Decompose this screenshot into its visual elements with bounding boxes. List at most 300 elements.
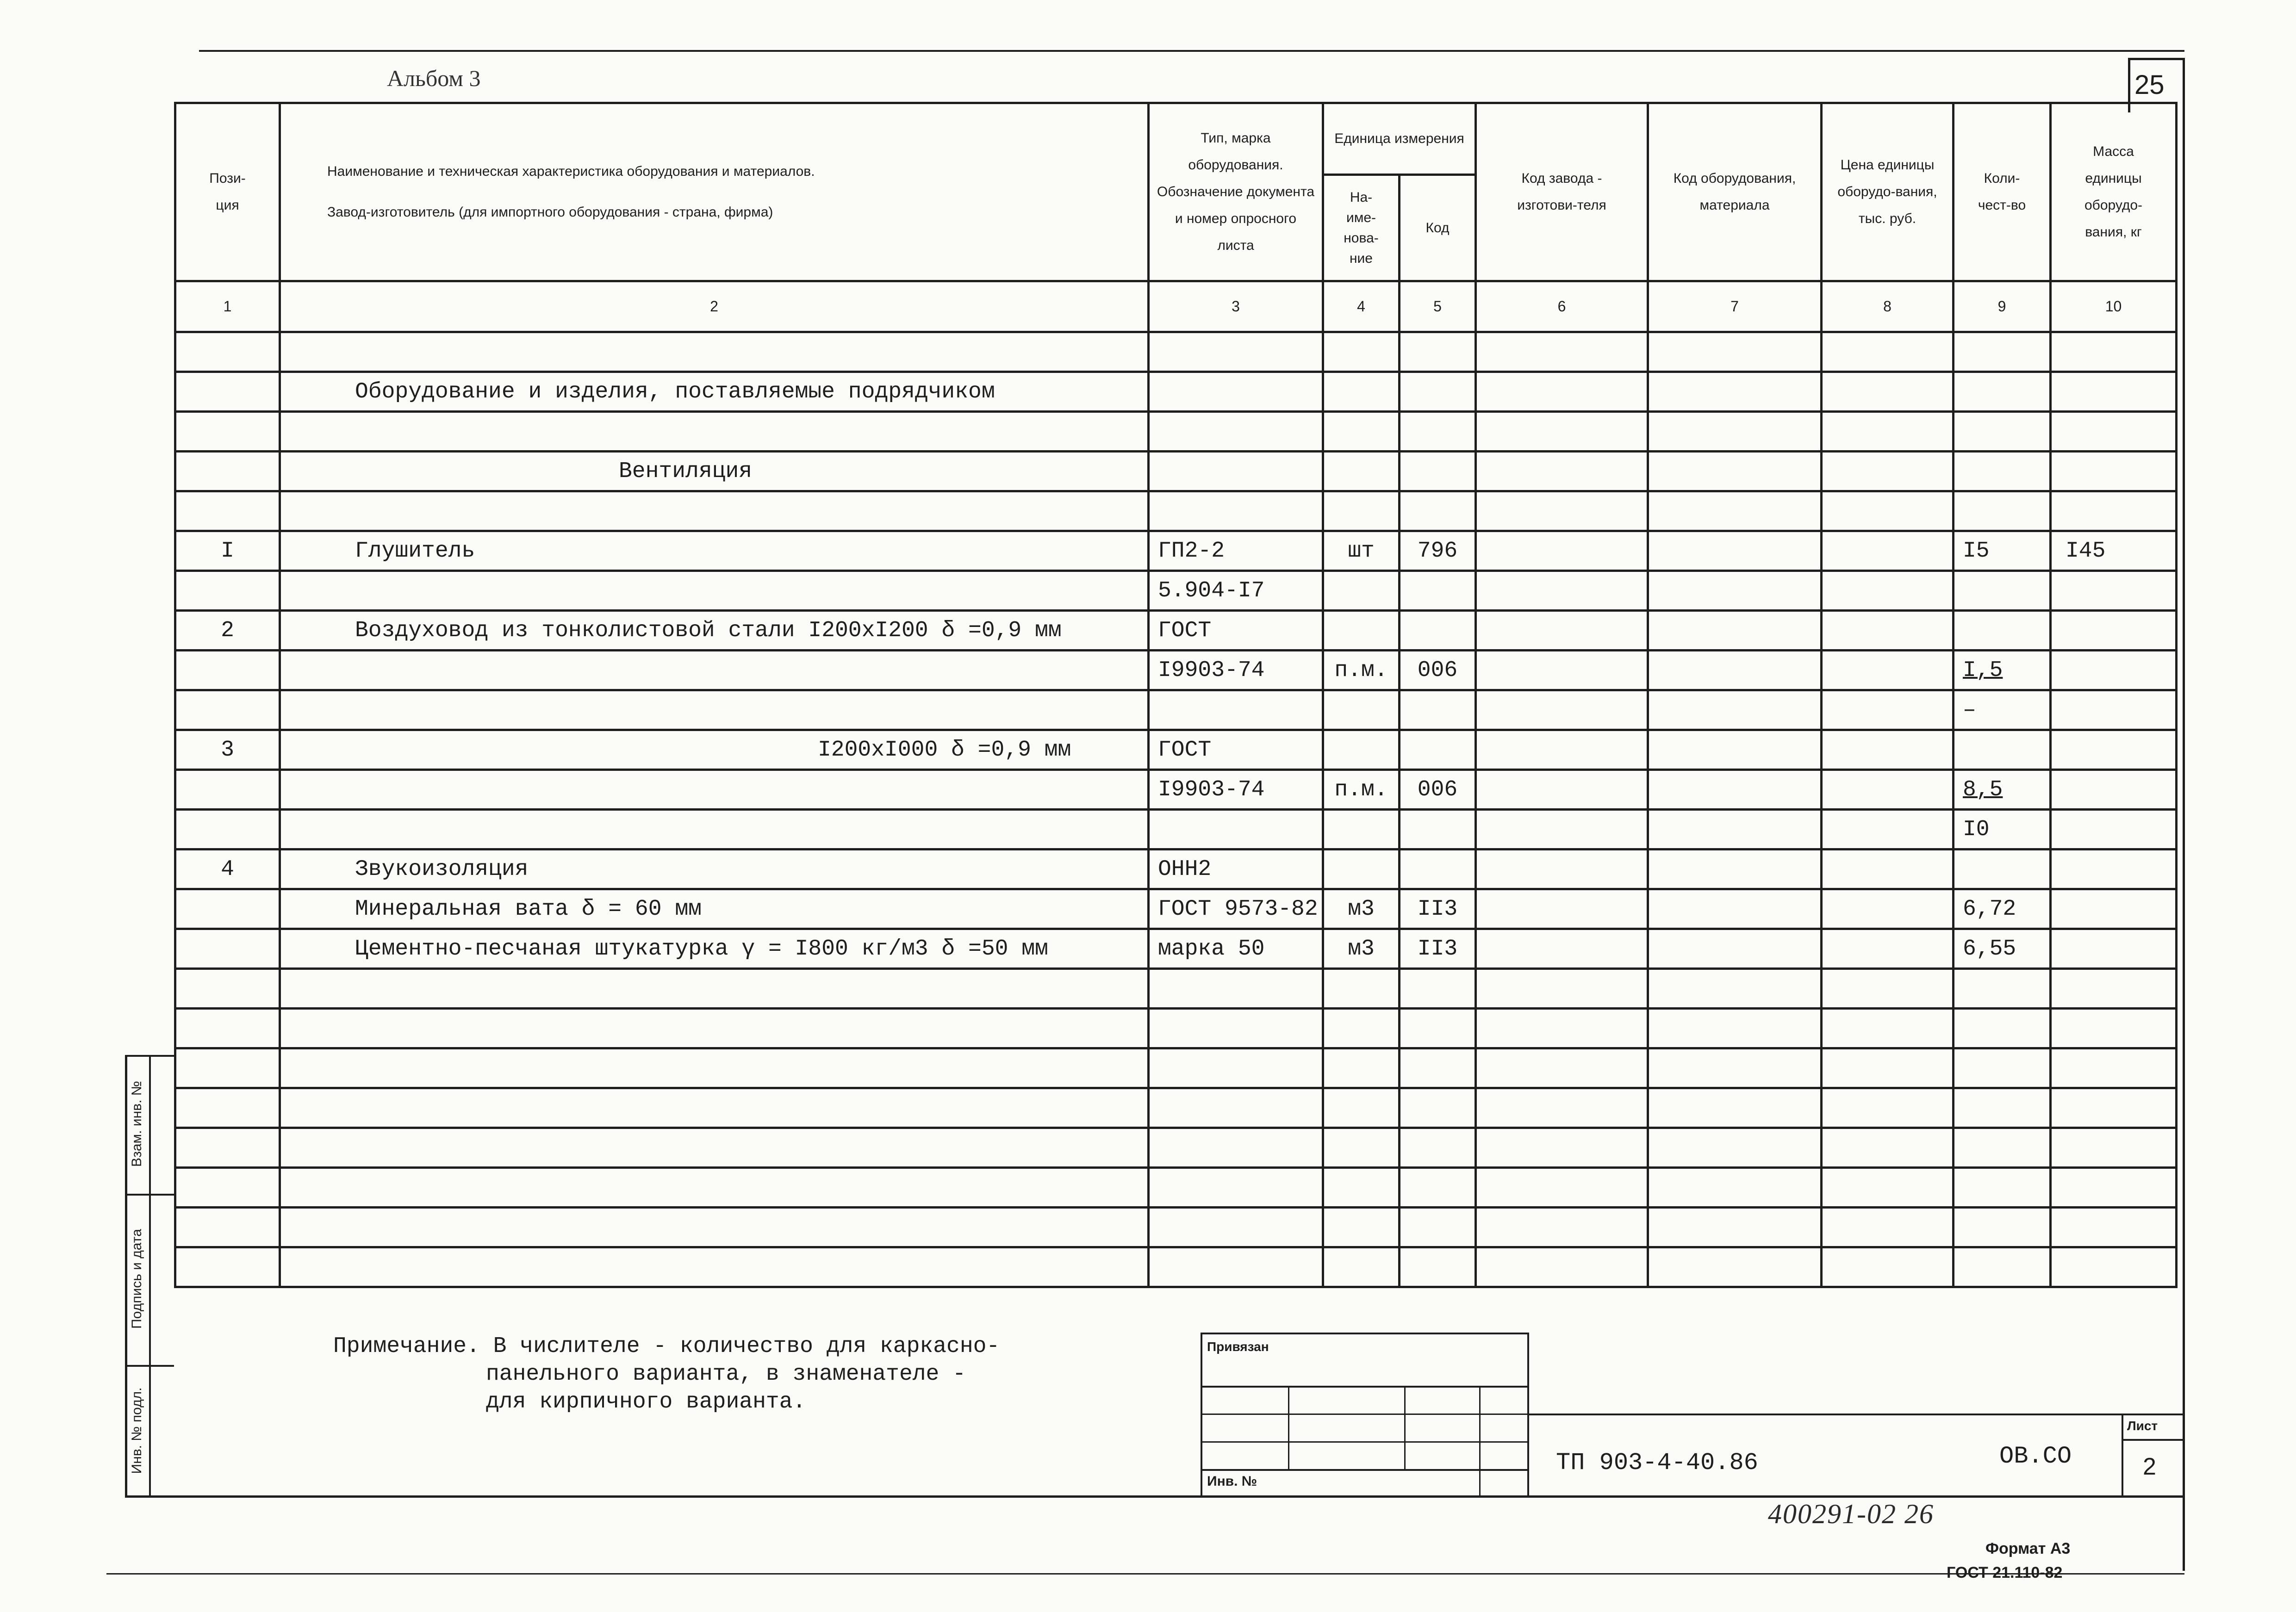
cell-quantity <box>1954 491 2051 531</box>
header-unit-group <box>1323 103 1476 281</box>
cell-position <box>175 969 280 1009</box>
cell-quantity: 6,55 <box>1954 929 2051 969</box>
cell-position <box>175 452 280 491</box>
cell-plant-code <box>1476 372 1648 412</box>
cell-type: ГП2-2 <box>1149 531 1323 571</box>
header-equipment-code: Код оборудования, материала <box>1648 103 1822 281</box>
table-row <box>175 1168 2177 1208</box>
colnum-9: 9 <box>1954 281 2051 332</box>
cell-unit-code <box>1400 611 1476 651</box>
cell-mass <box>2051 969 2177 1009</box>
cell-mass <box>2051 332 2177 372</box>
colnum-4: 4 <box>1323 281 1400 332</box>
table-row <box>175 1208 2177 1247</box>
cell-price <box>1822 810 1954 849</box>
header-name-line2: Завод-изготовитель (для импортного оборудования - страна, фирма) <box>327 205 773 220</box>
cell-unit-code: 796 <box>1400 531 1476 571</box>
cell-position: 3 <box>175 730 280 770</box>
cell-name <box>280 491 1149 531</box>
cell-mass <box>2051 611 2177 651</box>
cell-type <box>1149 412 1323 452</box>
cell-plant-code <box>1476 332 1648 372</box>
cell-plant-code <box>1476 531 1648 571</box>
cell-equipment-code <box>1648 1247 1822 1287</box>
cell-price <box>1822 1247 1954 1287</box>
tb-col2 <box>1404 1386 1406 1469</box>
cell-position <box>175 1128 280 1168</box>
cell-quantity: I5 <box>1954 531 2051 571</box>
cell-position <box>175 810 280 849</box>
note-line1: Примечание. В числителе - количество для каркасно- <box>333 1334 1000 1359</box>
cell-mass <box>2051 1128 2177 1168</box>
table-row <box>175 1048 2177 1088</box>
cell-price <box>1822 452 1954 491</box>
cell-price <box>1822 571 1954 611</box>
cell-mass: I45 <box>2051 531 2177 571</box>
header-unit-name: На-име-нова-ние <box>1324 176 1400 280</box>
table-row <box>175 770 2177 810</box>
cell-mass <box>2051 929 2177 969</box>
cell-name <box>280 651 1149 690</box>
header-name-line1: Наименование и техническая характеристика оборудования и материалов. <box>327 164 815 179</box>
cell-unit-code <box>1400 730 1476 770</box>
cell-plant-code <box>1476 690 1648 730</box>
cell-plant-code <box>1476 611 1648 651</box>
cell-type <box>1149 1009 1323 1048</box>
cell-quantity: – <box>1954 690 2051 730</box>
table-row <box>175 611 2177 651</box>
cell-unit-code: 006 <box>1400 770 1476 810</box>
table-row <box>175 1247 2177 1287</box>
cell-mass <box>2051 372 2177 412</box>
cell-unit-code <box>1400 452 1476 491</box>
cell-equipment-code <box>1648 531 1822 571</box>
cell-mass <box>2051 889 2177 929</box>
cell-equipment-code <box>1648 332 1822 372</box>
tb-sheet-left <box>2122 1414 2123 1497</box>
cell-position <box>175 491 280 531</box>
cell-type <box>1149 491 1323 531</box>
cell-name <box>280 690 1149 730</box>
cell-type <box>1149 372 1323 412</box>
cell-unit-name <box>1323 1128 1400 1168</box>
cell-price <box>1822 1088 1954 1128</box>
cell-name: I200xI000 δ =0,9 мм <box>280 730 1149 770</box>
cell-name: Вентиляция <box>280 452 1149 491</box>
cell-position <box>175 929 280 969</box>
cell-unit-name <box>1323 969 1400 1009</box>
cell-plant-code <box>1476 1048 1648 1088</box>
cell-price <box>1822 1009 1954 1048</box>
cell-mass <box>2051 1009 2177 1048</box>
cell-mass <box>2051 810 2177 849</box>
cell-type: ОНН2 <box>1149 849 1323 889</box>
cell-type <box>1149 1208 1323 1247</box>
cell-unit-code <box>1400 571 1476 611</box>
note-line2: панельного варианта, в знаменателе - <box>486 1362 966 1387</box>
cell-mass <box>2051 1168 2177 1208</box>
table-row <box>175 889 2177 929</box>
cell-quantity <box>1954 1128 2051 1168</box>
cell-position: 4 <box>175 849 280 889</box>
cell-position <box>175 1009 280 1048</box>
cell-plant-code <box>1476 651 1648 690</box>
cell-equipment-code <box>1648 690 1822 730</box>
cell-type <box>1149 1128 1323 1168</box>
side-label-inv-podl: Инв. № подл. <box>129 1387 144 1474</box>
cell-mass <box>2051 491 2177 531</box>
cell-quantity <box>1954 1048 2051 1088</box>
table-row <box>175 1128 2177 1168</box>
tb-sheet-mid <box>2122 1439 2184 1441</box>
cell-equipment-code <box>1648 929 1822 969</box>
cell-name <box>280 1009 1149 1048</box>
section-code: ОВ.СО <box>1999 1443 2072 1470</box>
cell-unit-name <box>1323 1247 1400 1287</box>
cell-position: I <box>175 531 280 571</box>
cell-price <box>1822 491 1954 531</box>
note-line3: для кирпичного варианта. <box>486 1389 806 1414</box>
cell-plant-code <box>1476 1128 1648 1168</box>
cell-name <box>280 571 1149 611</box>
handwritten-archive-number: 400291-02 26 <box>1768 1499 1934 1529</box>
cell-price <box>1822 730 1954 770</box>
header-quantity: Коли-чест-во <box>1954 103 2051 281</box>
cell-unit-name <box>1323 1009 1400 1048</box>
cell-name <box>280 969 1149 1009</box>
cell-position <box>175 332 280 372</box>
table-row <box>175 1088 2177 1128</box>
cell-mass <box>2051 730 2177 770</box>
cell-position <box>175 690 280 730</box>
cell-plant-code <box>1476 929 1648 969</box>
cell-type: 5.904-I7 <box>1149 571 1323 611</box>
cell-unit-code <box>1400 1247 1476 1287</box>
cell-unit-name <box>1323 1168 1400 1208</box>
cell-mass <box>2051 770 2177 810</box>
table-row <box>175 372 2177 412</box>
tb-col3 <box>1479 1386 1481 1497</box>
cell-unit-name: п.м. <box>1323 651 1400 690</box>
cell-price <box>1822 611 1954 651</box>
cell-name <box>280 1168 1149 1208</box>
cell-unit-code: II3 <box>1400 889 1476 929</box>
cell-unit-code <box>1400 1048 1476 1088</box>
sheet-number: 2 <box>2143 1453 2156 1480</box>
tb-col1 <box>1288 1386 1289 1469</box>
cell-unit-name <box>1323 730 1400 770</box>
album-label: Альбом 3 <box>387 65 481 91</box>
cell-mass <box>2051 849 2177 889</box>
cell-quantity: I0 <box>1954 810 2051 849</box>
cell-name <box>280 810 1149 849</box>
cell-mass <box>2051 690 2177 730</box>
colnum-6: 6 <box>1476 281 1648 332</box>
header-unit-title: Единица измерения <box>1324 104 1475 176</box>
cell-unit-name <box>1323 412 1400 452</box>
page-number-box-top <box>2128 58 2184 60</box>
cell-equipment-code <box>1648 849 1822 889</box>
cell-type: I9903-74 <box>1149 770 1323 810</box>
table-row <box>175 810 2177 849</box>
cell-name: Воздуховод из тонколистовой стали I200xI200 δ =0,9 мм <box>280 611 1149 651</box>
format-label: Формат А3 <box>1985 1540 2071 1557</box>
side-label-vzam-inv: Взам. инв. № <box>129 1081 144 1167</box>
cell-price <box>1822 372 1954 412</box>
cell-type: ГОСТ 9573-82 <box>1149 889 1323 929</box>
header-type: Тип, марка оборудования. Обозначение документа и номер опросного листа <box>1149 103 1323 281</box>
cell-type: марка 50 <box>1149 929 1323 969</box>
cell-type <box>1149 969 1323 1009</box>
cell-price <box>1822 1168 1954 1208</box>
cell-unit-code <box>1400 332 1476 372</box>
colnum-3: 3 <box>1149 281 1323 332</box>
cell-equipment-code <box>1648 730 1822 770</box>
cell-unit-code: II3 <box>1400 929 1476 969</box>
cell-name <box>280 1128 1149 1168</box>
cell-unit-code <box>1400 1009 1476 1048</box>
table-row <box>175 849 2177 889</box>
cell-price <box>1822 1128 1954 1168</box>
cell-name <box>280 1088 1149 1128</box>
cell-position <box>175 651 280 690</box>
header-name <box>280 103 1149 281</box>
cell-position <box>175 889 280 929</box>
cell-plant-code <box>1476 1208 1648 1247</box>
cell-quantity <box>1954 849 2051 889</box>
cell-price <box>1822 1208 1954 1247</box>
header-price: Цена единицы оборудо-вания, тыс. руб. <box>1822 103 1954 281</box>
cell-type: ГОСТ <box>1149 611 1323 651</box>
cell-quantity <box>1954 611 2051 651</box>
cell-equipment-code <box>1648 571 1822 611</box>
colnum-7: 7 <box>1648 281 1822 332</box>
cell-type <box>1149 1247 1323 1287</box>
cell-unit-code <box>1400 491 1476 531</box>
colnum-8: 8 <box>1822 281 1954 332</box>
header-mass: Масса единицы оборудо-вания, кг <box>2051 103 2177 281</box>
tb-privyazan-top <box>1201 1333 1529 1334</box>
cell-quantity: 8,5 <box>1954 770 2051 810</box>
cell-equipment-code <box>1648 770 1822 810</box>
cell-quantity: I,5 <box>1954 651 2051 690</box>
cell-plant-code <box>1476 770 1648 810</box>
cell-unit-name <box>1323 849 1400 889</box>
colnum-2: 2 <box>280 281 1149 332</box>
cell-unit-code <box>1400 849 1476 889</box>
colnum-5: 5 <box>1400 281 1476 332</box>
cell-type <box>1149 1168 1323 1208</box>
table-row <box>175 929 2177 969</box>
cell-name: Минеральная вата δ = 60 мм <box>280 889 1149 929</box>
table-row <box>175 969 2177 1009</box>
table-row <box>175 730 2177 770</box>
cell-position <box>175 1048 280 1088</box>
cell-unit-code: 006 <box>1400 651 1476 690</box>
cell-unit-name <box>1323 611 1400 651</box>
frame-top <box>199 50 2184 52</box>
cell-plant-code <box>1476 889 1648 929</box>
cell-unit-code <box>1400 1168 1476 1208</box>
cell-price <box>1822 929 1954 969</box>
cell-position <box>175 372 280 412</box>
cell-unit-name <box>1323 332 1400 372</box>
cell-plant-code <box>1476 810 1648 849</box>
cell-equipment-code <box>1648 412 1822 452</box>
cell-unit-name: м3 <box>1323 889 1400 929</box>
colnum-10: 10 <box>2051 281 2177 332</box>
cell-quantity <box>1954 1168 2051 1208</box>
cell-unit-name: шт <box>1323 531 1400 571</box>
cell-unit-name <box>1323 372 1400 412</box>
inv-no-label: Инв. № <box>1207 1474 1257 1489</box>
cell-mass <box>2051 452 2177 491</box>
cell-quantity <box>1954 1208 2051 1247</box>
cell-unit-code <box>1400 372 1476 412</box>
cell-unit-code <box>1400 412 1476 452</box>
privyazan-label: Привязан <box>1207 1339 1269 1354</box>
cell-unit-code <box>1400 969 1476 1009</box>
cell-equipment-code <box>1648 651 1822 690</box>
cell-plant-code <box>1476 571 1648 611</box>
cell-plant-code <box>1476 849 1648 889</box>
cell-equipment-code <box>1648 1168 1822 1208</box>
cell-plant-code <box>1476 1009 1648 1048</box>
cell-unit-code <box>1400 1128 1476 1168</box>
cell-equipment-code <box>1648 1088 1822 1128</box>
cell-equipment-code <box>1648 969 1822 1009</box>
cell-unit-name <box>1323 1048 1400 1088</box>
cell-name: Глушитель <box>280 531 1149 571</box>
table-row <box>175 412 2177 452</box>
cell-type <box>1149 332 1323 372</box>
cell-price <box>1822 849 1954 889</box>
cell-unit-name <box>1323 810 1400 849</box>
cell-type: ГОСТ <box>1149 730 1323 770</box>
cell-name: Цементно-песчаная штукатурка γ = I800 кг/м3 δ =50 мм <box>280 929 1149 969</box>
cell-unit-name <box>1323 1088 1400 1128</box>
document-code: ТП 903-4-40.86 <box>1556 1449 1758 1476</box>
sheet-label: Лист <box>2127 1419 2158 1433</box>
cell-price <box>1822 969 1954 1009</box>
cell-name <box>280 1247 1149 1287</box>
cell-plant-code <box>1476 730 1648 770</box>
cell-unit-name <box>1323 452 1400 491</box>
cell-price <box>1822 1048 1954 1088</box>
cell-type <box>1149 452 1323 491</box>
cell-equipment-code <box>1648 1208 1822 1247</box>
note <box>333 1333 1000 1416</box>
cell-mass <box>2051 571 2177 611</box>
cell-equipment-code <box>1648 1048 1822 1088</box>
cell-price <box>1822 770 1954 810</box>
frame-outer-bottom <box>106 1573 2184 1575</box>
page-number: 25 <box>2134 70 2165 100</box>
cell-equipment-code <box>1648 1009 1822 1048</box>
table-row <box>175 1009 2177 1048</box>
cell-unit-code <box>1400 1208 1476 1247</box>
cell-equipment-code <box>1648 452 1822 491</box>
cell-mass <box>2051 1208 2177 1247</box>
cell-type <box>1149 810 1323 849</box>
cell-plant-code <box>1476 1088 1648 1128</box>
cell-position <box>175 1088 280 1128</box>
cell-name <box>280 412 1149 452</box>
cell-plant-code <box>1476 1168 1648 1208</box>
cell-position <box>175 1208 280 1247</box>
cell-unit-code <box>1400 1088 1476 1128</box>
colnum-1: 1 <box>175 281 280 332</box>
header-position: Пози- ция <box>175 103 280 281</box>
frame-bottom <box>125 1495 2184 1498</box>
cell-position <box>175 571 280 611</box>
cell-quantity: 6,72 <box>1954 889 2051 929</box>
cell-unit-code <box>1400 690 1476 730</box>
cell-unit-name <box>1323 690 1400 730</box>
specification-table <box>174 102 2178 1288</box>
cell-quantity <box>1954 372 2051 412</box>
cell-mass <box>2051 1048 2177 1088</box>
cell-type <box>1149 1088 1323 1128</box>
cell-mass <box>2051 1247 2177 1287</box>
cell-name <box>280 770 1149 810</box>
cell-quantity <box>1954 412 2051 452</box>
header-plant-code: Код завода - изготови-теля <box>1476 103 1648 281</box>
cell-name <box>280 1048 1149 1088</box>
cell-name <box>280 332 1149 372</box>
cell-price <box>1822 651 1954 690</box>
cell-type <box>1149 690 1323 730</box>
cell-equipment-code <box>1648 611 1822 651</box>
table-row <box>175 531 2177 571</box>
header-unit-code: Код <box>1425 220 1450 236</box>
cell-equipment-code <box>1648 1128 1822 1168</box>
cell-equipment-code <box>1648 372 1822 412</box>
cell-plant-code <box>1476 969 1648 1009</box>
cell-mass <box>2051 412 2177 452</box>
cell-unit-name: м3 <box>1323 929 1400 969</box>
cell-price <box>1822 531 1954 571</box>
cell-quantity <box>1954 332 2051 372</box>
side-label-podpis-data: Подпись и дата <box>129 1229 144 1329</box>
frame-right <box>2183 58 2185 1571</box>
cell-type: I9903-74 <box>1149 651 1323 690</box>
cell-equipment-code <box>1648 491 1822 531</box>
cell-price <box>1822 690 1954 730</box>
gost-label: ГОСТ 21.110-82 <box>1947 1564 2063 1581</box>
cell-name: Оборудование и изделия, поставляемые подрядчиком <box>280 372 1149 412</box>
cell-mass <box>2051 651 2177 690</box>
tb-main-top <box>1527 1414 2184 1415</box>
cell-quantity <box>1954 571 2051 611</box>
cell-position <box>175 770 280 810</box>
cell-unit-name <box>1323 571 1400 611</box>
side-stamp-left <box>125 1055 127 1497</box>
cell-price <box>1822 412 1954 452</box>
cell-position <box>175 1168 280 1208</box>
cell-position <box>175 1247 280 1287</box>
cell-unit-code <box>1400 810 1476 849</box>
table-row <box>175 491 2177 531</box>
table-row <box>175 571 2177 611</box>
table-row <box>175 690 2177 730</box>
cell-quantity <box>1954 1088 2051 1128</box>
cell-quantity <box>1954 969 2051 1009</box>
table-row <box>175 332 2177 372</box>
cell-mass <box>2051 1088 2177 1128</box>
cell-quantity <box>1954 1009 2051 1048</box>
cell-plant-code <box>1476 1247 1648 1287</box>
